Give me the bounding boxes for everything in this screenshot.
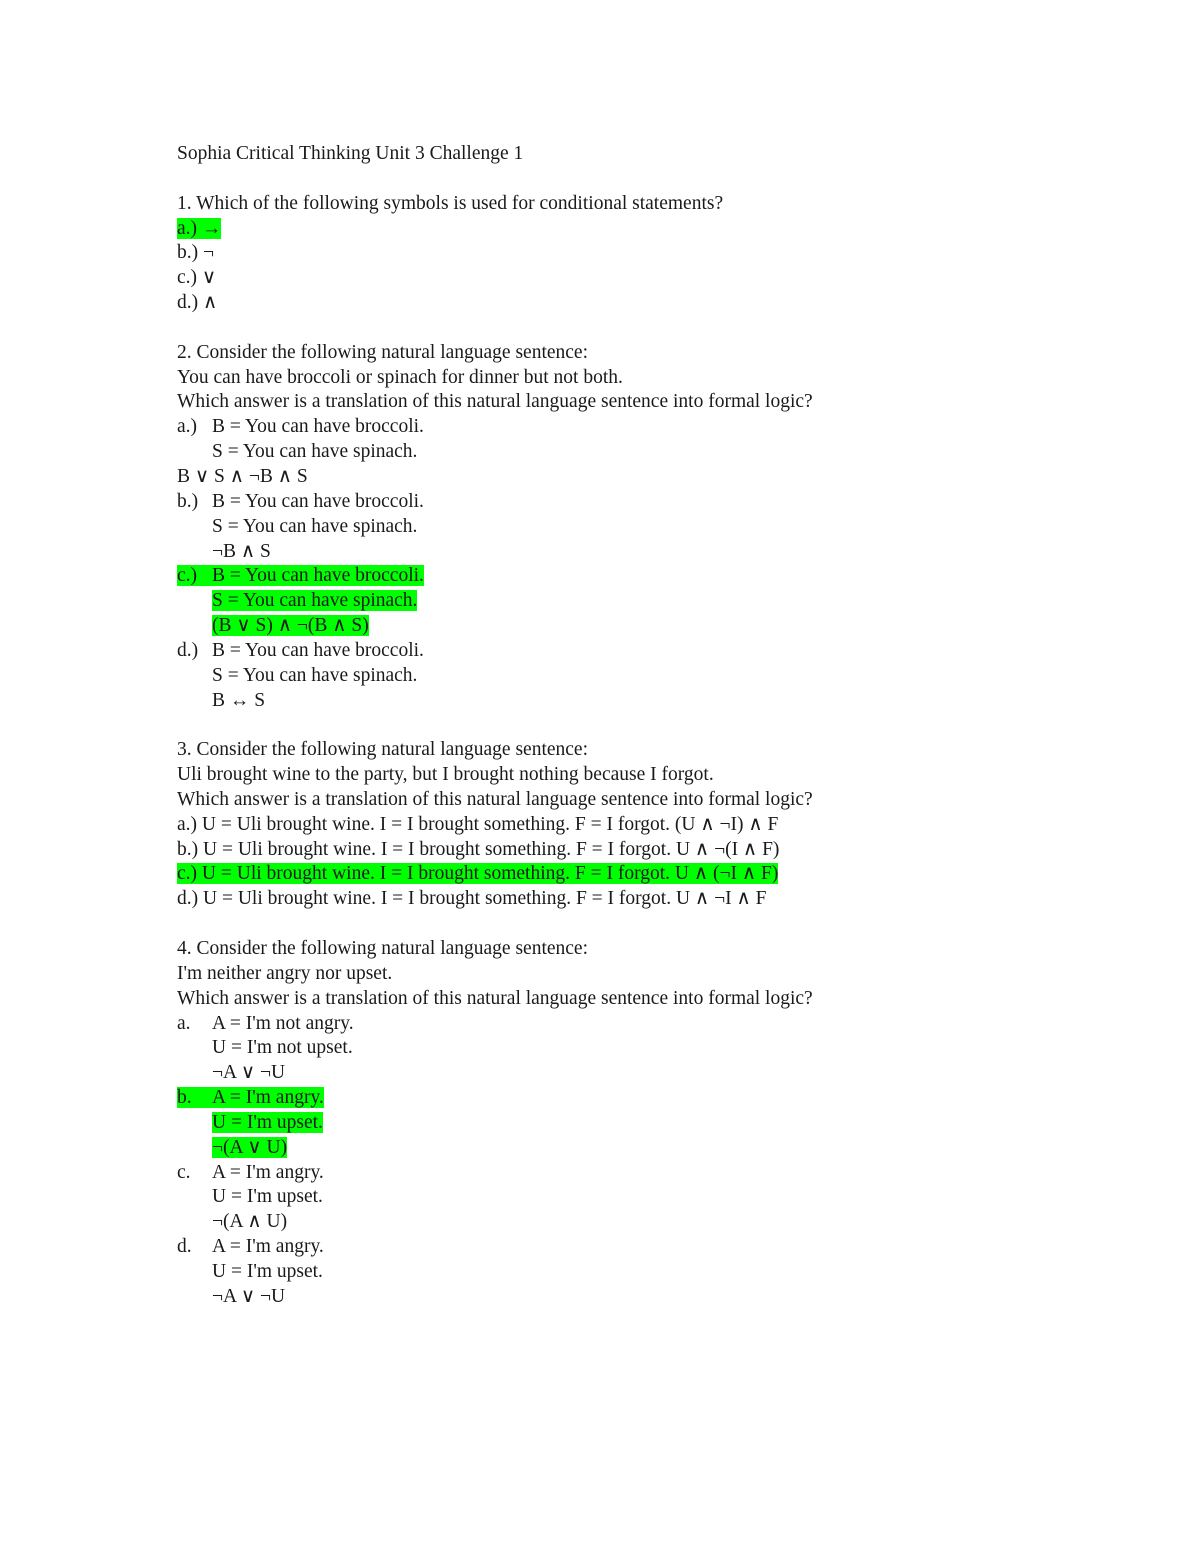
question-1-option-d: d.) ∧ [177, 292, 218, 314]
question-2-option-a: a.) B = You can have broccoli. S = You can have spinach. B ∨ S ∧ ¬B ∧ S [177, 416, 424, 487]
question-2-option-d: d.) B = You can have broccoli. S = You can have spinach. B ↔ S [177, 639, 424, 711]
question-3-option-a: a.) U = Uli brought wine. I = I brought something. F = I forgot. (U ∧ ¬I) ∧ F [177, 813, 779, 835]
question-2-option-c [177, 564, 1137, 639]
question-4-option-d: d. A = I'm angry. U = I'm upset. ¬A ∨ ¬U [177, 1236, 324, 1307]
question-3-option-d: d.) U = Uli brought wine. I = I brought something. F = I forgot. U ∧ ¬I ∧ F [177, 888, 767, 910]
question-4 [177, 937, 1137, 1310]
question-4-option-b [177, 1086, 1137, 1161]
correct-answer-highlight: U = I'm upset. [212, 1111, 323, 1133]
question-2-option-b: b.) B = You can have broccoli. S = You can have spinach. ¬B ∧ S [177, 490, 424, 562]
question-2-sentence: You can have broccoli or spinach for dinner but not both. [177, 366, 623, 388]
question-4-option-a: a. A = I'm not angry. U = I'm not upset. ¬A ∨ ¬U [177, 1012, 354, 1084]
question-3 [177, 738, 1137, 912]
question-4-sentence: I'm neither angry nor upset. [177, 962, 393, 984]
document-title: Sophia Critical Thinking Unit 3 Challenge 1 [177, 143, 524, 164]
correct-answer-highlight: ¬(A ∨ U) [212, 1136, 288, 1158]
question-3-option-b: b.) U = Uli brought wine. I = I brought something. F = I forgot. U ∧ ¬(I ∧ F) [177, 838, 780, 860]
correct-answer-highlight: b. A = I'm angry. [177, 1087, 324, 1109]
question-1-option-b: b.) ¬ [177, 242, 214, 264]
correct-answer-highlight: S = You can have spinach. [212, 590, 418, 612]
question-3-prompt: Which answer is a translation of this natural language sentence into formal logic? [177, 788, 813, 810]
question-2-stem: 2. Consider the following natural language sentence: [177, 341, 589, 363]
question-2 [177, 341, 1137, 714]
question-2-prompt: Which answer is a translation of this natural language sentence into formal logic? [177, 391, 813, 413]
correct-answer-highlight: (B ∨ S) ∧ ¬(B ∧ S) [212, 615, 369, 637]
question-4-option-c: c. A = I'm angry. U = I'm upset. ¬(A ∧ U) [177, 1161, 324, 1233]
correct-answer-highlight: c.) U = Uli brought wine. I = I brought something. F = I forgot. U ∧ (¬I ∧ F) [177, 863, 779, 885]
correct-answer-highlight: a.) → [177, 217, 222, 239]
question-1-option-a [177, 217, 1137, 242]
question-3-sentence: Uli brought wine to the party, but I brought nothing because I forgot. [177, 764, 714, 786]
question-1-option-c: c.) ∨ [177, 267, 217, 289]
question-3-stem: 3. Consider the following natural language sentence: [177, 739, 589, 761]
question-1 [177, 192, 1137, 316]
question-4-prompt: Which answer is a translation of this natural language sentence into formal logic? [177, 987, 813, 1009]
correct-answer-highlight: c.) B = You can have broccoli. [177, 565, 424, 587]
document-page [177, 142, 1137, 1310]
question-1-stem: 1. Which of the following symbols is used for conditional statements? [177, 192, 724, 214]
question-4-stem: 4. Consider the following natural language sentence: [177, 938, 589, 959]
question-3-option-c [177, 862, 1137, 887]
